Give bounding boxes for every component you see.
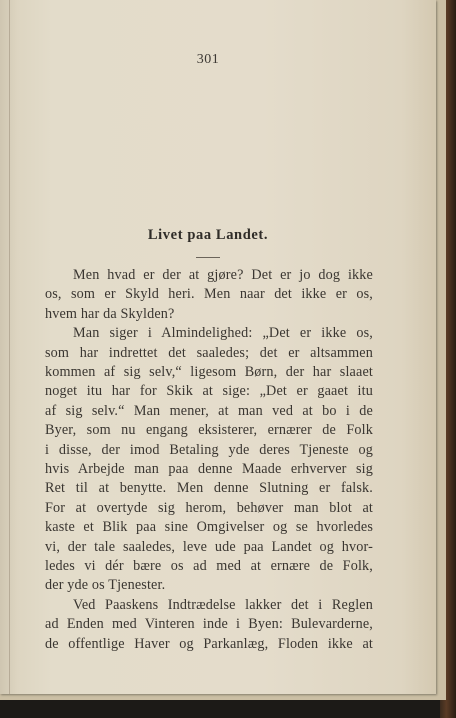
text-line: hvis Arbejde man paa denne Maade erhverver sig (45, 461, 373, 477)
text-line: Man siger i Almindelighed: „Det er ikke os, (73, 325, 373, 341)
text-line: Ved Paaskens Indtrædelse lakker det i Reglen (73, 597, 373, 613)
text-line: i disse, der imod Betaling yde deres Tjeneste og (45, 442, 373, 458)
chapter-heading: Livet paa Landet. (147, 227, 269, 243)
text-line: ledes vi dér bære os ad med at ernære de Folk, (45, 558, 373, 574)
text-line: Byer, som nu engang eksisterer, ernærer de Folk (45, 422, 373, 438)
text-line: som har indrettet det saaledes; det er altsammen (45, 345, 373, 361)
text-line: noget itu har for Skik at sige: „Det er gaaet itu (45, 383, 373, 399)
page-number: 301 (196, 52, 220, 67)
text-line: os, som er Skyld heri. Men naar det ikke er os, (45, 286, 373, 302)
text-line: kommen af sig selv,“ ligesom Børn, der har slaaet (45, 364, 373, 380)
text-line: der yde os Tjenester. (45, 577, 166, 593)
page-gutter (9, 0, 10, 694)
heading-rule (196, 257, 220, 258)
text-line: kaste et Blik paa sine Omgivelser og se hvorledes (45, 519, 373, 535)
text-line: Men hvad er der at gjøre? Det er jo dog ikke (73, 267, 373, 283)
text-line: de offentlige Haver og Parkanlæg, Floden ikke at (45, 636, 373, 652)
text-line: af sig selv.“ Man mener, at man ved at bo i de (45, 403, 373, 419)
text-line: hvem har da Skylden? (45, 306, 175, 322)
text-line: Ret til at benytte. Men denne Slutning er falsk. (45, 480, 373, 496)
text-line: ad Enden med Vinteren inde i Byen: Bulevarderne, (45, 616, 373, 632)
text-line: vi, der tale saaledes, leve ude paa Landet og hvor- (45, 539, 373, 555)
text-line: For at overtyde sig herom, behøver man blot at (45, 500, 373, 516)
